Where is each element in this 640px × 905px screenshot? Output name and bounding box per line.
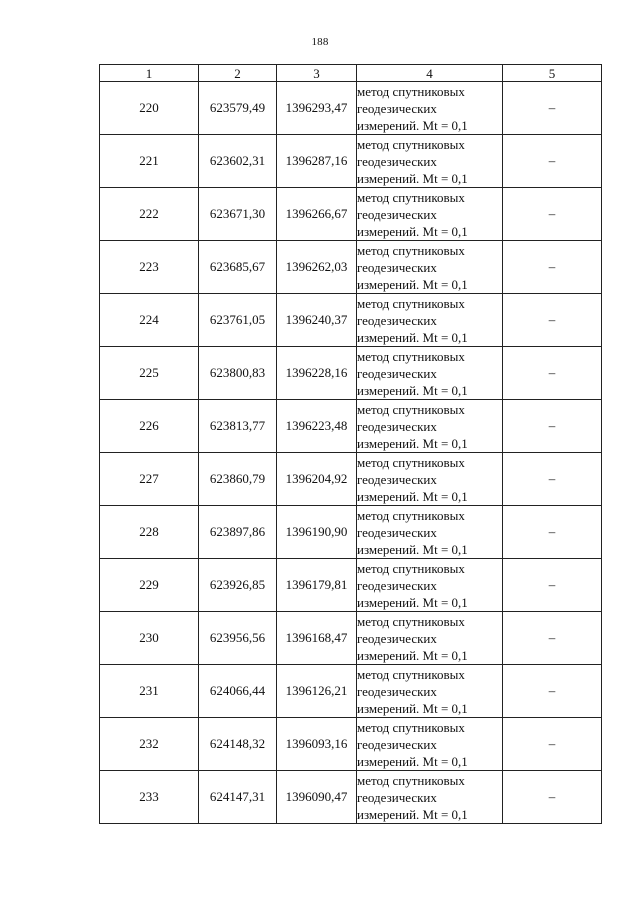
method-line: геодезических: [357, 312, 437, 328]
y-coordinate-cell: 1396228,16: [277, 347, 357, 400]
x-coordinate-cell: 623926,85: [199, 559, 277, 612]
table-row: [100, 241, 602, 294]
method-line: геодезических: [357, 100, 437, 116]
note-cell: –: [503, 771, 602, 824]
point-number-cell: 227: [100, 453, 199, 506]
method-cell: [357, 718, 503, 771]
method-line: метод спутниковых: [357, 560, 465, 576]
point-number-cell: 221: [100, 135, 199, 188]
method-cell: [357, 347, 503, 400]
page-number: 188: [311, 36, 329, 48]
method-cell: [357, 771, 503, 824]
method-cell: [357, 188, 503, 241]
note-cell: –: [503, 453, 602, 506]
point-number-cell: 223: [100, 241, 199, 294]
coordinates-table: [99, 64, 602, 824]
table-row: [100, 294, 602, 347]
note-cell: –: [503, 718, 602, 771]
note-cell: –: [503, 400, 602, 453]
method-line: измерений. Mt = 0,1: [357, 382, 468, 398]
table-row: [100, 453, 602, 506]
method-line: метод спутниковых: [357, 242, 465, 258]
y-coordinate-cell: 1396223,48: [277, 400, 357, 453]
method-line: геодезических: [357, 471, 437, 487]
table-header: [100, 65, 602, 82]
table-row: [100, 135, 602, 188]
method-line: геодезических: [357, 153, 437, 169]
table-row: [100, 612, 602, 665]
method-line: измерений. Mt = 0,1: [357, 647, 468, 663]
y-coordinate-cell: 1396179,81: [277, 559, 357, 612]
y-coordinate-cell: 1396240,37: [277, 294, 357, 347]
table-row: [100, 506, 602, 559]
header-row: [100, 65, 602, 82]
y-coordinate-cell: 1396287,16: [277, 135, 357, 188]
method-line: измерений. Mt = 0,1: [357, 806, 468, 822]
note-cell: –: [503, 506, 602, 559]
method-line: измерений. Mt = 0,1: [357, 700, 468, 716]
note-cell: –: [503, 135, 602, 188]
method-cell: [357, 453, 503, 506]
method-line: измерений. Mt = 0,1: [357, 541, 468, 557]
point-number-cell: 231: [100, 665, 199, 718]
method-line: измерений. Mt = 0,1: [357, 117, 468, 133]
y-coordinate-cell: 1396126,21: [277, 665, 357, 718]
method-line: геодезических: [357, 524, 437, 540]
note-cell: –: [503, 294, 602, 347]
method-cell: [357, 400, 503, 453]
y-coordinate-cell: 1396266,67: [277, 188, 357, 241]
note-cell: –: [503, 188, 602, 241]
method-cell: [357, 82, 503, 135]
header-col-2: 2: [199, 65, 277, 82]
y-coordinate-cell: 1396168,47: [277, 612, 357, 665]
table-row: [100, 665, 602, 718]
y-coordinate-cell: 1396090,47: [277, 771, 357, 824]
method-line: измерений. Mt = 0,1: [357, 276, 468, 292]
method-line: геодезических: [357, 206, 437, 222]
table-row: [100, 771, 602, 824]
method-line: метод спутниковых: [357, 189, 465, 205]
point-number-cell: 230: [100, 612, 199, 665]
note-cell: –: [503, 347, 602, 400]
point-number-cell: 222: [100, 188, 199, 241]
x-coordinate-cell: 624148,32: [199, 718, 277, 771]
header-col-4: 4: [357, 65, 503, 82]
method-line: метод спутниковых: [357, 507, 465, 523]
method-line: измерений. Mt = 0,1: [357, 329, 468, 345]
method-cell: [357, 612, 503, 665]
note-cell: –: [503, 82, 602, 135]
y-coordinate-cell: 1396190,90: [277, 506, 357, 559]
y-coordinate-cell: 1396262,03: [277, 241, 357, 294]
method-line: геодезических: [357, 418, 437, 434]
table-row: [100, 718, 602, 771]
method-line: геодезических: [357, 259, 437, 275]
method-line: измерений. Mt = 0,1: [357, 223, 468, 239]
x-coordinate-cell: 623860,79: [199, 453, 277, 506]
point-number-cell: 228: [100, 506, 199, 559]
y-coordinate-cell: 1396093,16: [277, 718, 357, 771]
method-line: измерений. Mt = 0,1: [357, 435, 468, 451]
method-line: метод спутниковых: [357, 772, 465, 788]
x-coordinate-cell: 623813,77: [199, 400, 277, 453]
method-line: измерений. Mt = 0,1: [357, 488, 468, 504]
method-line: метод спутниковых: [357, 666, 465, 682]
x-coordinate-cell: 623671,30: [199, 188, 277, 241]
y-coordinate-cell: 1396204,92: [277, 453, 357, 506]
point-number-cell: 233: [100, 771, 199, 824]
table-row: [100, 400, 602, 453]
header-col-5: 5: [503, 65, 602, 82]
method-line: измерений. Mt = 0,1: [357, 170, 468, 186]
method-line: метод спутниковых: [357, 613, 465, 629]
table-row: [100, 347, 602, 400]
x-coordinate-cell: 623956,56: [199, 612, 277, 665]
y-coordinate-cell: 1396293,47: [277, 82, 357, 135]
header-col-3: 3: [277, 65, 357, 82]
method-line: геодезических: [357, 365, 437, 381]
method-line: метод спутниковых: [357, 136, 465, 152]
method-cell: [357, 294, 503, 347]
method-line: измерений. Mt = 0,1: [357, 594, 468, 610]
x-coordinate-cell: 623761,05: [199, 294, 277, 347]
method-line: геодезических: [357, 630, 437, 646]
method-line: геодезических: [357, 683, 437, 699]
method-cell: [357, 559, 503, 612]
method-line: геодезических: [357, 577, 437, 593]
point-number-cell: 224: [100, 294, 199, 347]
table-row: [100, 559, 602, 612]
method-cell: [357, 506, 503, 559]
x-coordinate-cell: 623602,31: [199, 135, 277, 188]
x-coordinate-cell: 623685,67: [199, 241, 277, 294]
table-body: [100, 82, 602, 824]
table-row: [100, 82, 602, 135]
note-cell: –: [503, 241, 602, 294]
method-line: метод спутниковых: [357, 295, 465, 311]
table-row: [100, 188, 602, 241]
point-number-cell: 220: [100, 82, 199, 135]
method-line: метод спутниковых: [357, 401, 465, 417]
method-line: геодезических: [357, 789, 437, 805]
point-number-cell: 229: [100, 559, 199, 612]
x-coordinate-cell: 624066,44: [199, 665, 277, 718]
note-cell: –: [503, 612, 602, 665]
point-number-cell: 225: [100, 347, 199, 400]
x-coordinate-cell: 624147,31: [199, 771, 277, 824]
method-line: метод спутниковых: [357, 348, 465, 364]
method-line: метод спутниковых: [357, 454, 465, 470]
x-coordinate-cell: 623579,49: [199, 82, 277, 135]
method-line: измерений. Mt = 0,1: [357, 753, 468, 769]
note-cell: –: [503, 559, 602, 612]
x-coordinate-cell: 623800,83: [199, 347, 277, 400]
x-coordinate-cell: 623897,86: [199, 506, 277, 559]
method-cell: [357, 665, 503, 718]
method-line: метод спутниковых: [357, 83, 465, 99]
point-number-cell: 226: [100, 400, 199, 453]
method-cell: [357, 135, 503, 188]
method-cell: [357, 241, 503, 294]
point-number-cell: 232: [100, 718, 199, 771]
method-line: метод спутниковых: [357, 719, 465, 735]
method-line: геодезических: [357, 736, 437, 752]
note-cell: –: [503, 665, 602, 718]
header-col-1: 1: [100, 65, 199, 82]
